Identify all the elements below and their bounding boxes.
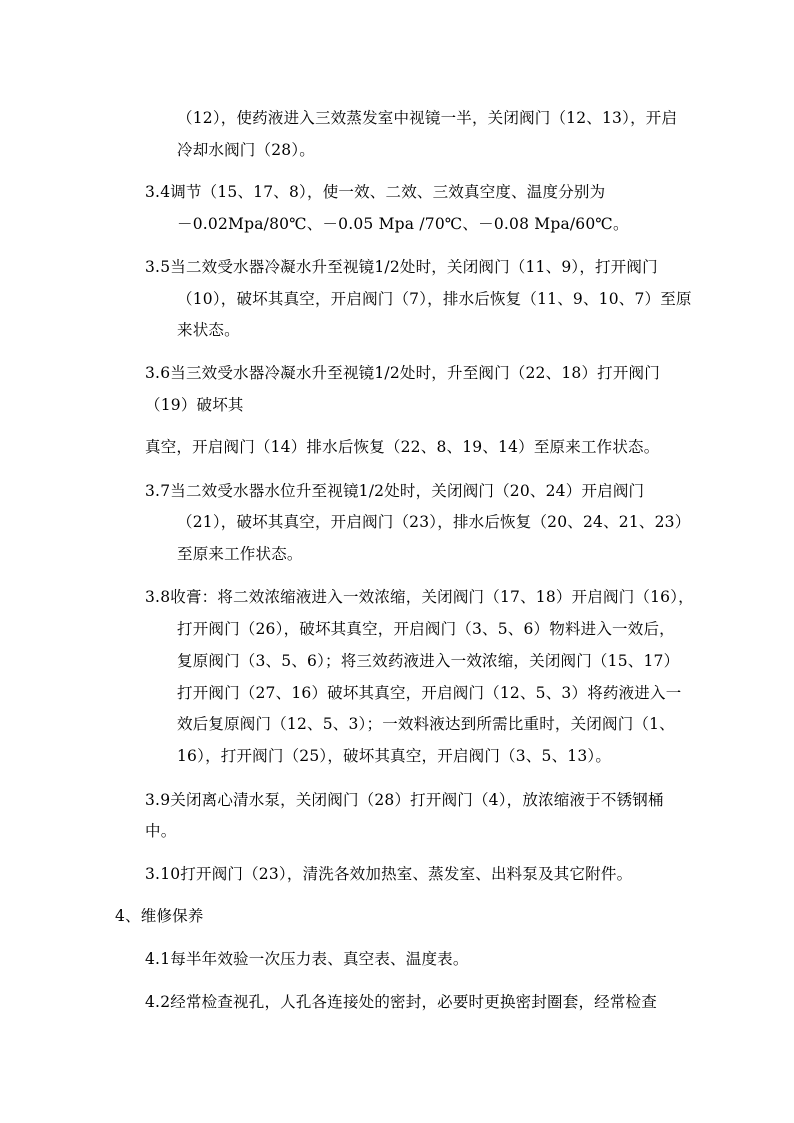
paragraph-line: 4.2经常检查视孔，人孔各连接处的密封，必要时更换密封圈套，经常检查 xyxy=(145,993,657,1011)
paragraph-line: 至原来工作状态。 xyxy=(177,545,303,563)
paragraph-line: 3.10打开阀门（23），清洗各效加热室、蒸发室、出料泵及其它附件。 xyxy=(145,865,633,883)
paragraph-line: 4.1每半年效验一次压力表、真空表、温度表。 xyxy=(145,950,469,968)
paragraph-line: 3.5当二效受水器冷凝水升至视镜1/2处时，关闭阀门（11、9），打开阀门 xyxy=(145,258,658,276)
paragraph-line: 3.8收膏：将二效浓缩液进入一效浓缩，关闭阀门（17、18）开启阀门（16）， xyxy=(145,588,694,606)
paragraph-line: （21），破坏其真空，开启阀门（23），排水后恢复（20、24、21、23） xyxy=(177,513,691,531)
paragraph-line: 冷却水阀门（28）。 xyxy=(177,141,315,159)
paragraph-line: 中。 xyxy=(145,822,177,840)
paragraph-line: 3.6当三效受水器冷凝水升至视镜1/2处时，升至阀门（22、18）打开阀门 xyxy=(145,364,660,382)
section-heading: 4、维修保养 xyxy=(115,907,204,925)
paragraph-line: 来状态。 xyxy=(177,321,240,339)
paragraph-line: 打开阀门（27、16）破坏其真空，开启阀门（12、5、3）将药液进入一 xyxy=(177,684,682,702)
paragraph-line: 效后复原阀门（12、5、3）；一效料液达到所需比重时，关闭阀门（1、 xyxy=(177,715,675,733)
paragraph-line: （10），破坏其真空，开启阀门（7），排水后恢复（11、9、10、7）至原 xyxy=(177,290,692,308)
paragraph-line: 3.9关闭离心清水泵，关闭阀门（28）打开阀门（4），放浓缩液于不锈钢桶 xyxy=(145,791,664,809)
paragraph-line: 真空，开启阀门（14）排水后恢复（22、8、19、14）至原来工作状态。 xyxy=(145,438,660,456)
paragraph-line: （12），使药液进入三效蒸发室中视镜一半，关闭阀门（12、13），开启 xyxy=(177,109,678,127)
paragraph-line: 16），打开阀门（25），破坏其真空，开启阀门（3、5、13）。 xyxy=(177,747,612,765)
paragraph-line: －0.02Mpa/80℃、－0.05 Mpa /70℃、－0.08 Mpa/60℃。 xyxy=(177,215,629,233)
paragraph-line: （19）破坏其 xyxy=(145,396,244,414)
paragraph-line: 复原阀门（3、5、6）；将三效药液进入一效浓缩，关闭阀门（15、17） xyxy=(177,652,680,670)
paragraph-line: 3.4调节（15、17、8），使一效、二效、三效真空度、温度分别为 xyxy=(145,183,606,201)
paragraph-line: 打开阀门（26），破坏其真空，开启阀门（3、5、6）物料进入一效后， xyxy=(177,620,675,638)
paragraph-line: 3.7当二效受水器水位升至视镜1/2处时，关闭阀门（20、24）开启阀门 xyxy=(145,482,645,500)
